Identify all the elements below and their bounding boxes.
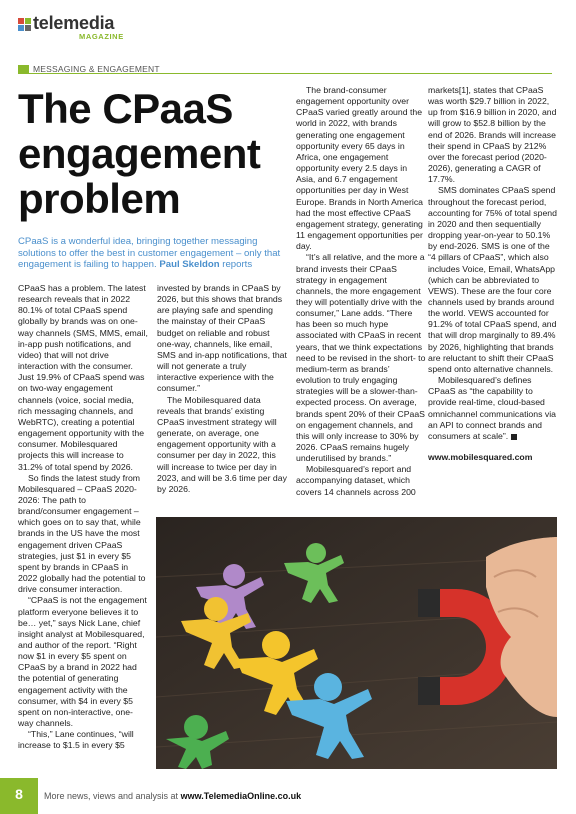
paragraph: CPaaS has a problem. The latest research reveals that in 2022 80.1% of total CPaaS spend globally by brands was on one-way channels (SMS, MMS, email, in-app push notifications, and video) that will not drive interaction with the consumer. Just 19.9% of CPaaS spend was on two-way engagement channels (voice, social media, rich messaging channels, and WebRTC), creating a potential engagement opportunity with the consumer. Mobilesquared projects this will increase to 31.2% of total spend by 2026.	[18, 283, 148, 472]
paragraph: SMS dominates CPaaS spend throughout the forecast period, accounting for 75% of total spend in 2020 and then sequentially dropping year-on-year to 50.1% by end-2026. SMS is one of the “4 pillars of CPaaS”, which also includes Voice, Email, WhatsApp (which can be abbreviated to VEWS). These are the four core channels used by brands around the world. VEWS accounted for 91.2% of total CPaaS spend, and that will drop marginally to 89.4% by 2026, highlighting that brands are reluctant to shift their CPaaS spend onto alternative channels.	[428, 185, 557, 374]
headline-line-1: The CPaaS	[18, 85, 233, 132]
headline-line-2: engagement	[18, 130, 261, 177]
paragraph: invested by brands in CPaaS by 2026, but this shows that brands are playing safe and spending the mainstay of their CPaaS budget on reliable and robust one-way, channels, like email, SMS and in-app notifications, that will not generate a truly interactive experience with the consumer.”	[157, 283, 287, 394]
paragraph-text: Mobilesquared’s defines CPaaS as “the capability to provide real-time, cloud-based omnichannel communications via an API to connect brands and consumers at scale”.	[428, 375, 556, 441]
paragraph: markets[1], states that CPaaS was worth $29.7 billion in 2022, up from $16.9 billion in 2020, and will grow to $52.8 billion by the end of 2026. Brands will increase their spend in CPaaS by 212% over the forecast period (2020-2026), generating a CAGR of 17.7%.	[428, 85, 557, 185]
standfirst-text: CPaaS is a wonderful idea, bringing together messaging solutions to offer the best in customer engagement – only that engagement is failing to happen.	[18, 236, 281, 271]
headline-line-3: problem	[18, 175, 181, 222]
headline	[18, 86, 288, 221]
magnet-and-people-figures-image	[156, 517, 557, 769]
footer-label: More news, views and analysis at	[44, 791, 179, 801]
paragraph: The Mobilesquared data reveals that brands’ existing CPaaS investment strategy will generate, on average, one engagement opportunity with a consumer per day in 2022, this will increase to twice per day in 2023, and will be 3.6 time per day by 2026.	[157, 394, 287, 494]
end-of-article-icon	[511, 434, 517, 440]
masthead-brand: telemedia	[33, 13, 115, 33]
masthead-sub: MAGAZINE	[79, 32, 124, 41]
article-column-4	[428, 85, 558, 463]
article-column-2	[157, 283, 287, 495]
section-label: MESSAGING & ENGAGEMENT	[33, 64, 160, 74]
standfirst	[18, 236, 286, 271]
paragraph: Mobilesquared’s report and accompanying dataset, which covers 14 channels across 200	[296, 464, 416, 497]
paragraph: So finds the latest study from Mobilesquared – CPaaS 2020-2026: The path to brand/consumer engagement – which goes on to say that, while brands in the US have the most engagement driven CPaaS strategies, just $1 in every $5 spent by brands in CPaaS in 2022 globally had the potential to drive consumer interaction.	[18, 472, 146, 595]
article-column-3	[296, 85, 426, 498]
telemedia-logo-icon	[18, 18, 31, 31]
paragraph: “CPaaS is not the engagement platform everyone believes it to be… yet,” says Nick Lane, chief insight analyst at Mobilesquared, and author of the report. “Right now $1 in every $5 spent on CPaaS by a brand in 2022 had the potential of generating engagement activity with the consumer, with $4 in every $5 spent on non-interactive, one-way channels.	[18, 595, 147, 729]
paragraph: “This,” Lane continues, “will increase to $1.5 in every $5	[18, 729, 134, 751]
byline: Paul Skeldon	[159, 259, 220, 271]
byline-suffix: reports	[222, 259, 253, 271]
paragraph: The brand-consumer engagement opportunity over CPaaS varied greatly around the world in 2022, with brands generating one engagement opportunity every 65 days in Africa, one engagement opportunity every 2.5 days in Asia, and 6.7 engagement opportunities per day in West Europe. Brands in North America had the most effective CPaaS engagement strategy, generating 11 engagement opportunities per day.	[296, 85, 423, 252]
paragraph	[428, 375, 558, 442]
section-swatch	[18, 65, 29, 73]
footer-text	[44, 791, 301, 801]
page-number: 8	[15, 786, 23, 802]
website-link[interactable]: www.mobilesquared.com	[428, 452, 533, 462]
paragraph: “It’s all relative, and the more a brand invests their CPaaS strategy in engagement channels, the more engagement they will potentially drive with the consumer,” Lane adds. “There has been so much hype associated with CPaaS in recent years, that we think expectations need to be revised in the short- to medium-term as brands’ evolution to truly engaging strategies will be a slower-than-expected process. On average, brands spent 20% of their CPaaS on engagement channels, and this will only increase to 30% by 2026. CPaaS remains hugely underutilised by brands.”	[296, 252, 426, 464]
footer-url[interactable]: www.TelemediaOnline.co.uk	[180, 791, 302, 801]
article-column-1	[18, 283, 148, 752]
